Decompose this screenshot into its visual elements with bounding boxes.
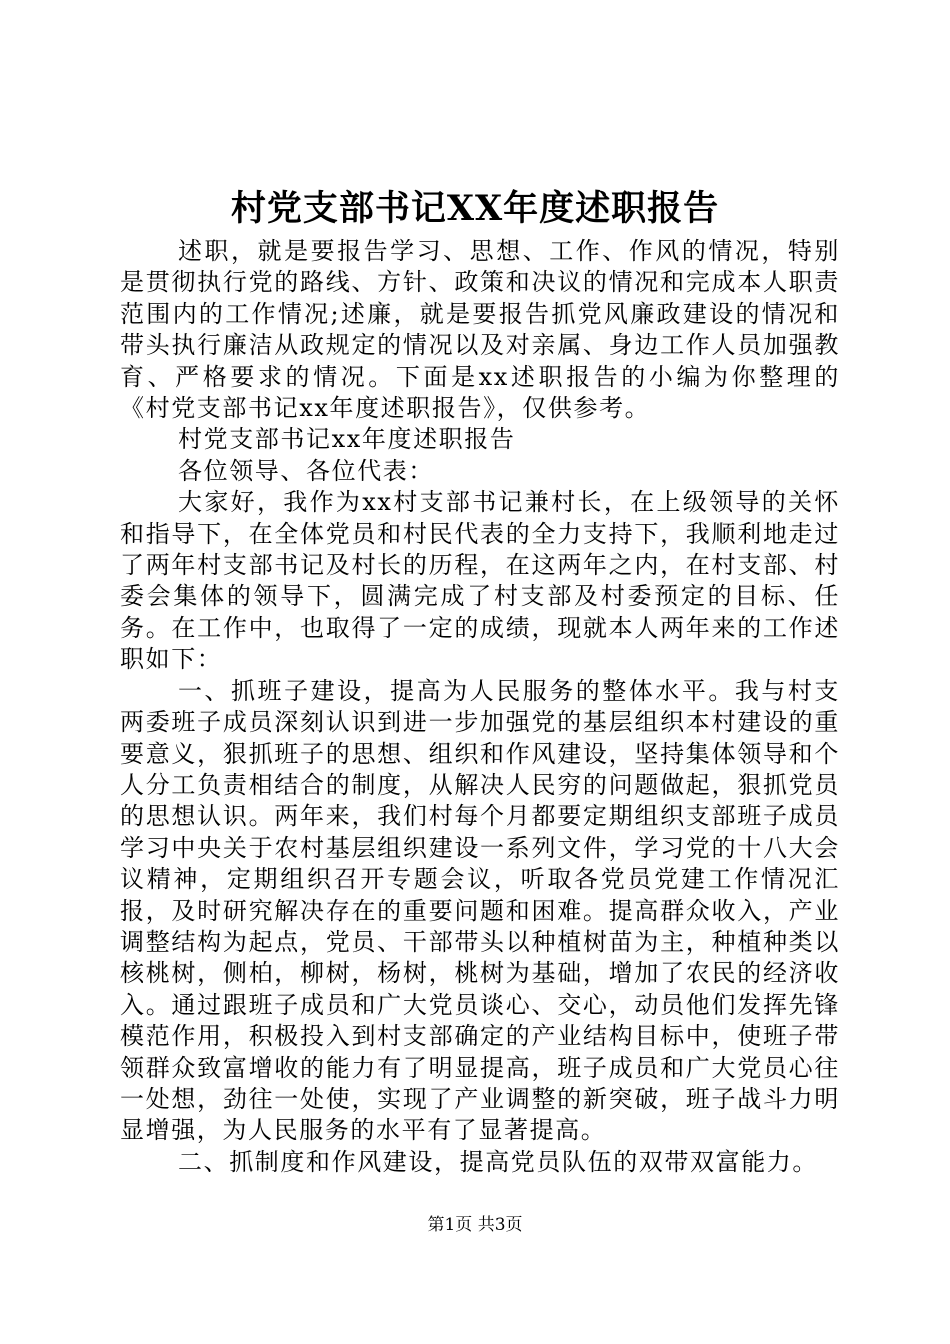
salutation-line: 各位领导、各位代表： <box>178 456 434 485</box>
document-body <box>120 236 840 1178</box>
opening-paragraph: 大家好，我作为xx村支部书记兼村长，在上级领导的关怀和指导下，在全体党员和村民代表的全力支持下，我顺利地走过了两年村支部书记及村长的历程，在这两年之内，在村支部、村委会集体的领导下，圆满完成了村支部及村委预定的目标、任务。在工作中，也取得了一定的成绩，现就本人两年来的工作述职如下： <box>120 488 840 674</box>
page-footer: 第1页 共3页 <box>427 1215 523 1235</box>
section-one-paragraph: 一、抓班子建设，提高为人民服务的整体水平。我与村支两委班子成员深刻认识到进一步加强党的基层组织本村建设的重要意义，狠抓班子的思想、组织和作风建设，坚持集体领导和个人分工负责相结合的制度，从解决人民穷的问题做起，狠抓党员的思想认识。两年来，我们村每个月都要定期组织支部班子成员学习中央关于农村基层组织建设一系列文件，学习党的十八大会议精神，定期组织召开专题会议，听取各党员党建工作情况汇报，及时研究解决存在的重要问题和困难。提高群众收入，产业调整结构为起点，党员、干部带头以种植树苗为主，种植种类以核桃树，侧柏，柳树，杨树，桃树为基础，增加了农民的经济收入。通过跟班子成员和广大党员谈心、交心，动员他们发挥先锋模范作用，积极投入到村支部确定的产业结构目标中，使班子带领群众致富增收的能力有了明显提高，班子成员和广大党员心往一处想，劲往一处使，实现了产业调整的新突破，班子战斗力明显增强，为人民服务的水平有了显著提高。 <box>120 676 840 1145</box>
report-heading-line: 村党支部书记xx年度述职报告 <box>178 425 516 454</box>
document-title: 村党支部书记XX年度述职报告 <box>230 188 720 229</box>
intro-paragraph: 述职，就是要报告学习、思想、工作、作风的情况，特别是贯彻执行党的路线、方针、政策和决议的情况和完成本人职责范围内的工作情况;述廉，就是要报告抓党风廉政建设的情况和带头执行廉洁从政规定的情况以及对亲属、身边工作人员加强教育、严格要求的情况。下面是xx述职报告的小编为你整理的《村党支部书记xx年度述职报告》，仅供参考。 <box>120 237 840 423</box>
section-two-heading: 二、抓制度和作风建设，提高党员队伍的双带双富能力。 <box>178 1147 818 1176</box>
